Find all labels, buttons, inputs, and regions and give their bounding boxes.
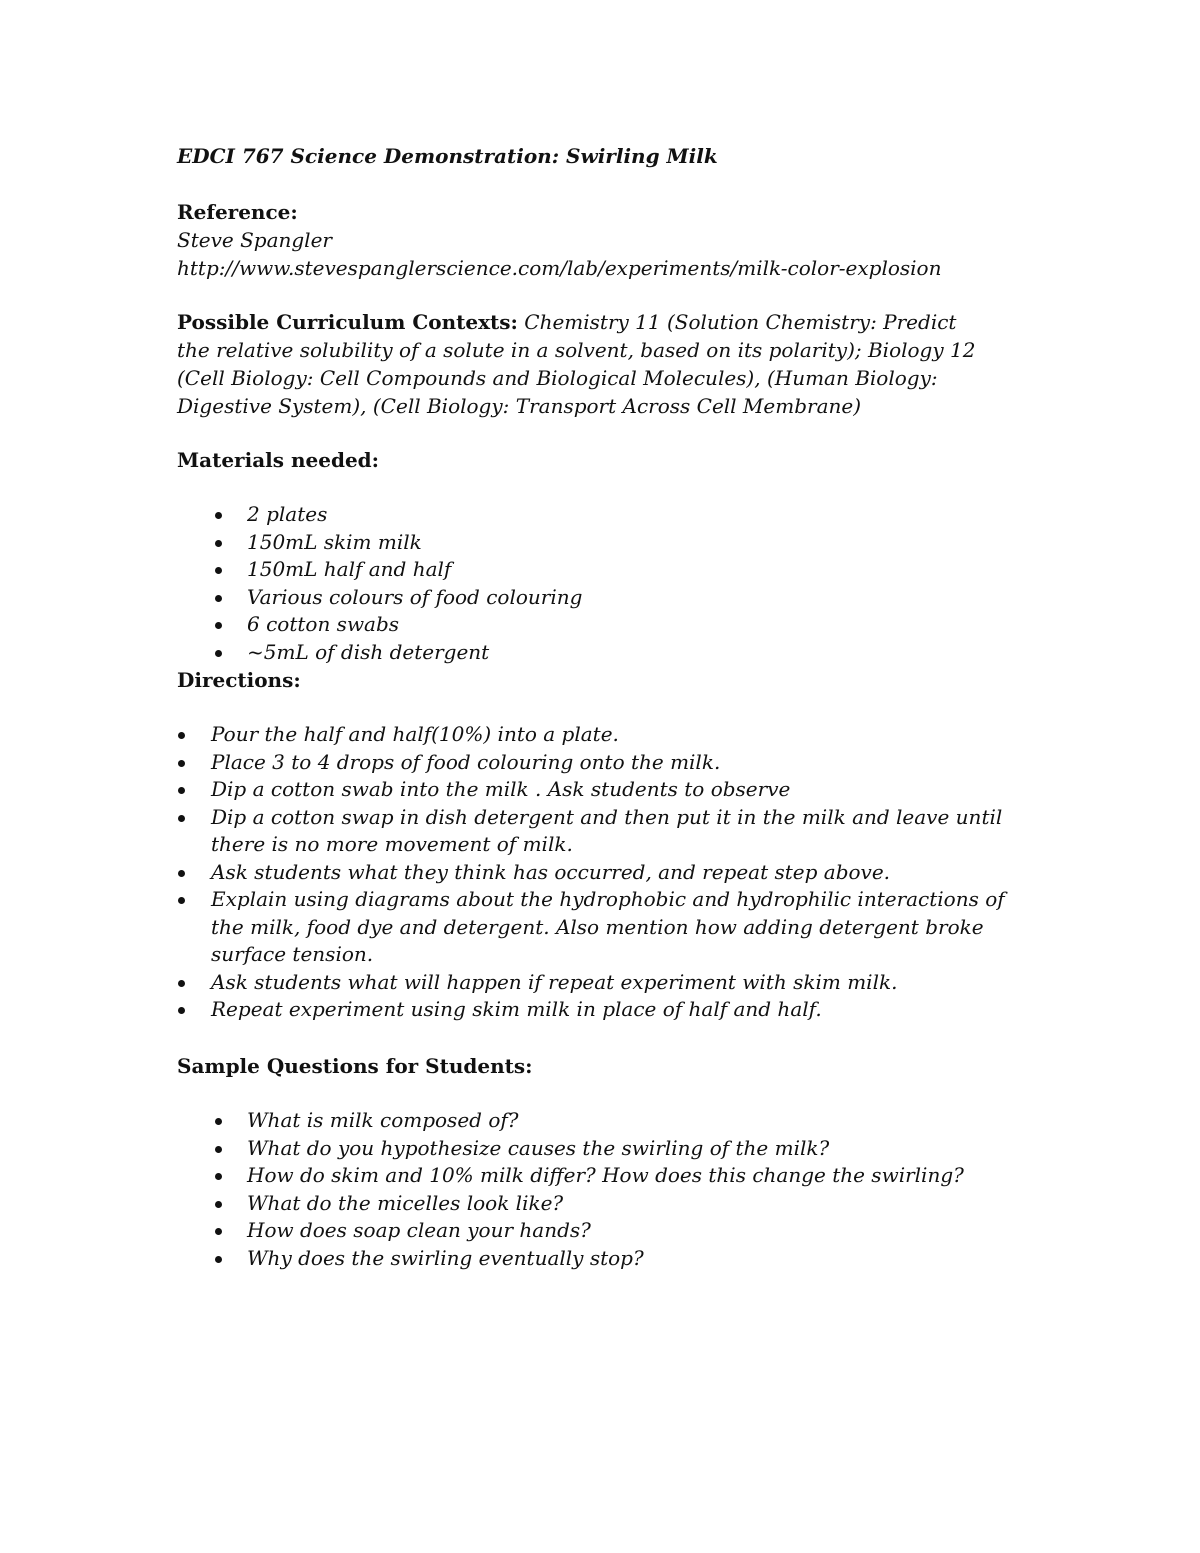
list-item: Place 3 to 4 drops of food colouring onto the milk. bbox=[211, 749, 1031, 777]
list-item: Why does the swirling eventually stop? bbox=[247, 1245, 1047, 1273]
document-title: EDCI 767 Science Demonstration: Swirling Milk bbox=[177, 144, 718, 168]
directions-heading: Directions: bbox=[177, 668, 301, 692]
contexts-heading: Possible Curriculum Contexts: bbox=[177, 310, 518, 334]
directions-list bbox=[211, 721, 1031, 1024]
contexts-text: Chemistry 11 (Solution Chemistry: Predict the relative solubility of a solute in a solvent, based on its polarity); Biology 12 (Cell Biology: Cell Compounds and Biological Molecules), (Human Biology: Digestive System), (Cell Biology: Transport Across Cell Membrane) bbox=[177, 310, 976, 418]
materials-list bbox=[247, 501, 1047, 666]
list-item: How does soap clean your hands? bbox=[247, 1217, 1047, 1245]
questions-list bbox=[247, 1107, 1047, 1272]
list-item: Ask students what they think has occurred, and repeat step above. bbox=[211, 859, 1031, 887]
list-item: Various colours of food colouring bbox=[247, 584, 1047, 612]
list-item: 150mL half and half bbox=[247, 556, 1047, 584]
list-item: 150mL skim milk bbox=[247, 529, 1047, 557]
list-item: What do the micelles look like? bbox=[247, 1190, 1047, 1218]
reference-url[interactable]: http://www.stevespanglerscience.com/lab/experiments/milk-color-explosion bbox=[177, 256, 942, 280]
list-item: Repeat experiment using skim milk in place of half and half. bbox=[211, 996, 1031, 1024]
list-item: Pour the half and half(10%) into a plate. bbox=[211, 721, 1031, 749]
list-item: Explain using diagrams about the hydrophobic and hydrophilic interactions of the milk, food dye and detergent. Also mention how adding detergent broke surface tension. bbox=[211, 886, 1031, 969]
questions-heading: Sample Questions for Students: bbox=[177, 1054, 533, 1078]
reference-heading: Reference: bbox=[177, 200, 298, 224]
list-item: ~5mL of dish detergent bbox=[247, 639, 1047, 667]
list-item: Dip a cotton swap in dish detergent and then put it in the milk and leave until there is no more movement of milk. bbox=[211, 804, 1031, 859]
materials-heading: Materials needed: bbox=[177, 448, 380, 472]
list-item: 2 plates bbox=[247, 501, 1047, 529]
list-item: What do you hypothesize causes the swirling of the milk? bbox=[247, 1135, 1047, 1163]
list-item: Dip a cotton swab into the milk . Ask students to observe bbox=[211, 776, 1031, 804]
curriculum-contexts bbox=[177, 308, 977, 420]
list-item: What is milk composed of? bbox=[247, 1107, 1047, 1135]
list-item: 6 cotton swabs bbox=[247, 611, 1047, 639]
list-item: Ask students what will happen if repeat experiment with skim milk. bbox=[211, 969, 1031, 997]
list-item: How do skim and 10% milk differ? How does this change the swirling? bbox=[247, 1162, 1047, 1190]
reference-author: Steve Spangler bbox=[177, 228, 332, 252]
